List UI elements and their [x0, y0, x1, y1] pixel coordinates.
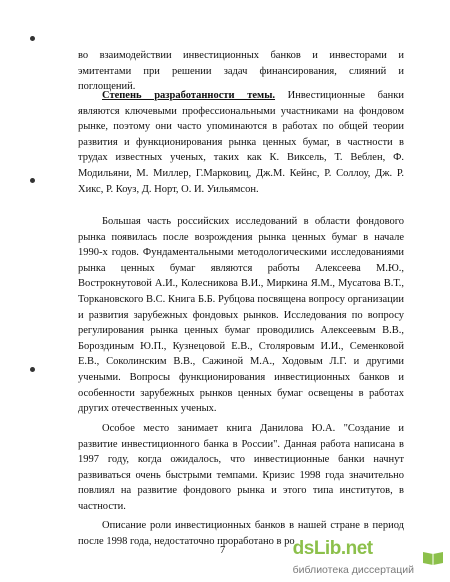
- watermark-logo: [293, 538, 414, 560]
- paragraph-4: Особое место занимает книга Данилова Ю.А. "Создание и развитие инвестиционного банка в России". Данная работа написана в 1997 году, когда ожидалось, что инвестиционные банки начнут развиваться очень быстрыми темпами. Кризис 1998 года значительно повлиял на развитие фондового рынка и этого типа институтов, в частности.: [78, 423, 404, 512]
- page-number: 7: [220, 545, 226, 556]
- paragraph-5: Описание роли инвестиционных банков в нашей стране в период после 1998 года, недостаточно проработано в ро: [78, 520, 404, 547]
- binding-hole-mark: [30, 178, 35, 183]
- section-heading-inline: Степень разработанности темы.: [102, 90, 276, 101]
- watermark-logo-main: dsLib: [292, 538, 341, 559]
- watermark[interactable]: [293, 538, 444, 576]
- paragraph-1: во взаимодействии инвестиционных банков и инвесторами и эмитентами при решении задач финансирования, слияний и поглощений.: [78, 50, 404, 93]
- paragraph-2-text: Инвестиционные банки являются ключевыми профессиональными участниками на фондовом рынке, поэтому они часто упоминаются в работах по общей теории развития и функционирования рынка ценных бумаг, в частности в трудах известных ученых, таких как К. Виксель, Т. Веблен, Ф. Модильяни, М. Миллер, Г.Марковиц, Дж.М. Кейнс, Р. Соллоу, Дж. Р. Хикс, Р. Коуз, Д. Норт, О. И. Уильямсон.: [78, 90, 404, 195]
- binding-hole-mark: [30, 367, 35, 372]
- book-icon: [422, 549, 444, 565]
- paragraph-3: Большая часть российских исследований в области фондового рынка появилась после возрождения рынка ценных бумаг в начале 1990-х годов. Фундаментальными методологическими исследованиями рынка ценных бумаг являются работы Алексеева М.Ю., Вострокнутовой А.И., Колесникова В.И., Миркина Я.М., Мусатова В.Т., Торкановского В.С. Книга Б.Б. Рубцова посвящена вопросу организации и развития зарубежных фондовых рынков. Исследования по вопросу регулирования рынка ценных бумаг проводились Алексеевым В.В., Бороздиным Ю.П., Кузнецовой Е.В., Столяровым И.И., Семенковой Е.В., Соколинским В.В., Сажиной М.А., Ходовым Л.Г. и другими учеными. Вопросы функционирования инвестиционных банков и особенности зарубежных рынков ценных бумаг освещены в работах других отечественных ученых.: [78, 216, 404, 415]
- watermark-subtitle: библиотека диссертаций: [292, 564, 414, 576]
- paragraph-2: [78, 88, 404, 197]
- binding-hole-mark: [30, 36, 35, 41]
- watermark-logo-suffix: .net: [340, 538, 373, 559]
